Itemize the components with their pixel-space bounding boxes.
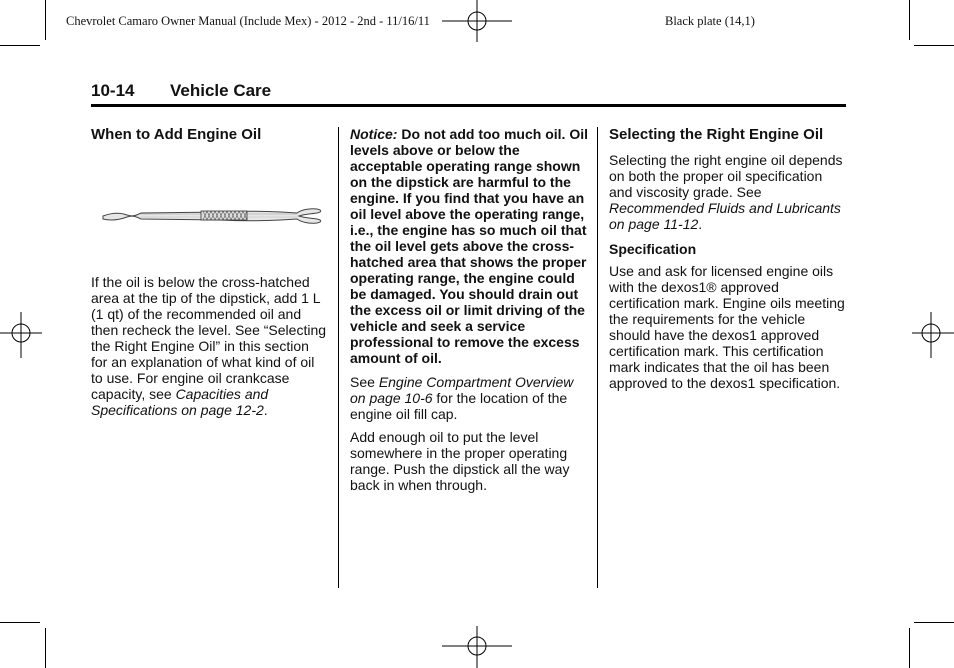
paragraph-add-oil — [91, 274, 327, 418]
add-oil-text: If the oil is below the cross-hatched area at the tip of the dipstick, add 1 L (1 qt) of the recommended oil and then recheck the level. See “Selecting the Right Engine Oil” in this section for an explanation of what kind of oil to use. For engine oil crankcase capacity, see — [91, 274, 327, 402]
crop-mark-bottom-left-v — [45, 628, 46, 668]
crop-mark-bottom-left-h — [0, 622, 40, 623]
section-title: Vehicle Care — [170, 81, 272, 100]
crop-mark-top-right-v — [909, 0, 910, 40]
registration-mark-left-icon — [0, 310, 44, 360]
crop-mark-bottom-right-h — [914, 622, 954, 623]
registration-mark-bottom-icon — [440, 624, 514, 668]
notice-paragraph — [350, 126, 590, 366]
selecting-paragraph — [609, 152, 849, 232]
plate-info-right: Black plate (14,1) — [665, 14, 755, 28]
selecting-end: . — [698, 216, 703, 232]
column-divider-1 — [338, 127, 339, 588]
registration-mark-top-icon — [440, 0, 514, 44]
crop-mark-top-left-v — [45, 0, 46, 40]
add-oil-paragraph: Add enough oil to put the level somewhere in the proper operating range. Push the dipstick all the way back in when through. — [350, 429, 570, 493]
column-divider-2 — [597, 127, 598, 588]
crop-mark-top-left-h — [0, 45, 40, 46]
capacities-link[interactable]: Capacities and Specifications on page 12-2 — [91, 386, 269, 418]
heading-when-to-add-oil: When to Add Engine Oil — [91, 126, 262, 143]
add-oil-end: . — [263, 402, 268, 418]
notice-label: Notice: — [350, 126, 398, 142]
selecting-text: Selecting the right engine oil depends on both the proper oil specification and viscosity grade. See — [609, 152, 843, 200]
column-3 — [609, 126, 849, 398]
dipstick-icon — [101, 203, 325, 233]
crop-mark-bottom-right-v — [909, 628, 910, 668]
specification-paragraph: Use and ask for licensed engine oils with the dexos1® approved certification mark. Engine oils meeting the requirements for the vehicle should have the dexos1 approved certification mark. This certification mark indicates that the oil has been approved to the dexos1 specification. — [609, 263, 845, 391]
engine-compartment-link[interactable]: Engine Compartment Overview on page 10-6 — [350, 374, 574, 406]
heading-selecting-oil: Selecting the Right Engine Oil — [609, 126, 824, 143]
see-paragraph — [350, 374, 590, 422]
see-prefix: See — [350, 374, 375, 390]
notice-text: Do not add too much oil. Oil levels above or below the acceptable operating range shown on the dipstick are harmful to the engine. If you find that you have an oil level above the operating range, i.e., the engine has so much oil that the oil level gets above the cross-hatched area that shows the proper operating range, the engine could be damaged. You should drain out the excess oil or limit driving of the vehicle and seek a service professional to remove the excess amount of oil. — [350, 126, 588, 366]
see-suffix: for the location of the engine oil fill cap. — [350, 390, 568, 422]
page-header — [91, 80, 846, 107]
column-2 — [350, 126, 590, 500]
subheading-specification: Specification — [609, 241, 697, 257]
page-number: 10-14 — [91, 81, 135, 100]
registration-mark-right-icon — [910, 310, 954, 360]
plate-info-left: Chevrolet Camaro Owner Manual (Include Mex) - 2012 - 2nd - 11/16/11 — [66, 14, 430, 28]
column-1 — [91, 126, 327, 425]
recommended-fluids-link[interactable]: Recommended Fluids and Lubricants on page 11-12 — [609, 200, 841, 232]
crop-mark-top-right-h — [914, 45, 954, 46]
